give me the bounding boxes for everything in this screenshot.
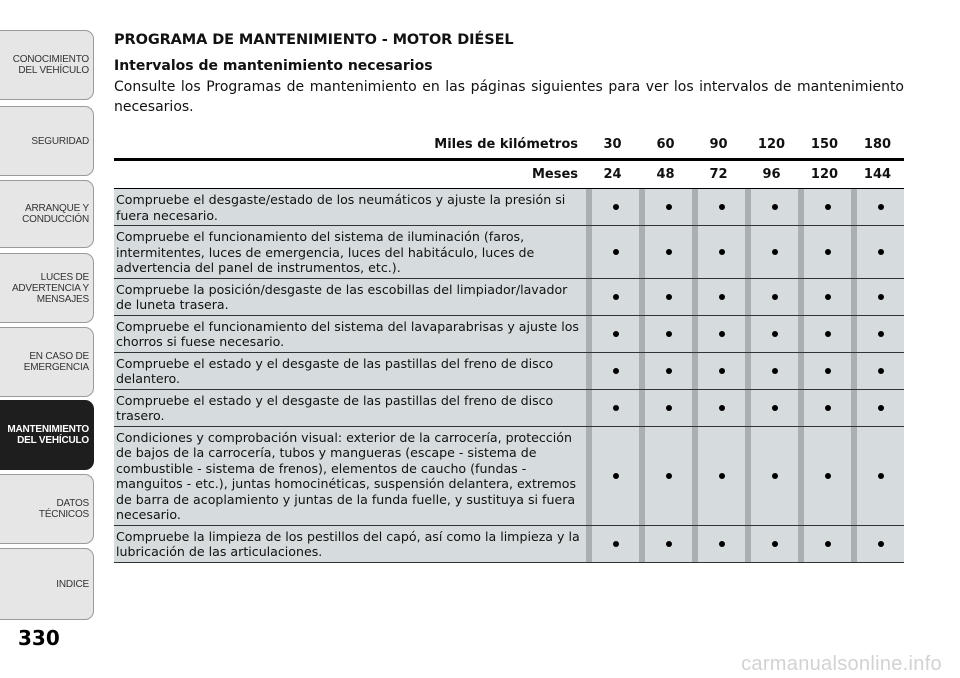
check-dot-icon: [666, 405, 672, 411]
interval-cell: [745, 189, 798, 225]
months-header-row: [114, 161, 904, 189]
check-dot-icon: [878, 473, 884, 479]
interval-cell: [851, 427, 904, 525]
task-description: Compruebe el estado y el desgaste de las pastillas del freno de disco trasero.: [114, 390, 586, 426]
intro-paragraph: Consulte los Programas de mantenimiento en las páginas siguientes para ver los intervalos de mantenimiento necesarios.: [114, 79, 904, 115]
check-dot-icon: [825, 249, 831, 255]
interval-cell: [639, 279, 692, 315]
check-dot-icon: [719, 204, 725, 210]
table-row: [114, 189, 904, 225]
interval-cell: [692, 353, 745, 389]
check-dot-icon: [825, 331, 831, 337]
check-dot-icon: [772, 405, 778, 411]
check-dot-icon: [613, 473, 619, 479]
check-dot-icon: [613, 331, 619, 337]
check-dot-icon: [666, 473, 672, 479]
months-header-label: Meses: [531, 167, 578, 182]
check-dot-icon: [825, 541, 831, 547]
table-row: [114, 315, 904, 352]
km-header-row: [114, 131, 904, 161]
check-dot-icon: [772, 473, 778, 479]
check-dot-icon: [878, 368, 884, 374]
check-dot-icon: [772, 541, 778, 547]
check-dot-icon: [666, 294, 672, 300]
interval-cell: [639, 316, 692, 352]
check-dot-icon: [772, 368, 778, 374]
check-dot-icon: [825, 473, 831, 479]
task-description: Compruebe el funcionamiento del sistema de iluminación (faros, intermitentes, luces de emergencia, luces del habitáculo, luces de advertencia del panel de instrumentos, etc.).: [114, 226, 586, 278]
check-dot-icon: [772, 204, 778, 210]
interval-cell: [798, 279, 851, 315]
check-dot-icon: [719, 249, 725, 255]
interval-cell: [692, 226, 745, 278]
table-row: [114, 225, 904, 278]
km-header-label: Miles de kilómetros: [434, 137, 578, 152]
km-header-cell: 180: [863, 137, 892, 152]
interval-cell: [745, 279, 798, 315]
interval-cell: [745, 390, 798, 426]
check-dot-icon: [613, 249, 619, 255]
check-dot-icon: [772, 249, 778, 255]
interval-cell: [692, 427, 745, 525]
interval-cell: [745, 353, 798, 389]
task-description: Compruebe el estado y el desgaste de las pastillas del freno de disco delantero.: [114, 353, 586, 389]
check-dot-icon: [613, 541, 619, 547]
interval-cell: [798, 226, 851, 278]
interval-cell: [639, 427, 692, 525]
check-dot-icon: [613, 204, 619, 210]
interval-cell: [798, 427, 851, 525]
tab-conocimiento-del-vehiculo[interactable]: [0, 30, 94, 100]
check-dot-icon: [825, 294, 831, 300]
check-dot-icon: [666, 204, 672, 210]
interval-cell: [851, 316, 904, 352]
months-header-cell: 96: [762, 167, 781, 182]
table-row: [114, 525, 904, 562]
check-dot-icon: [719, 294, 725, 300]
section-title: PROGRAMA DE MANTENIMIENTO - MOTOR DIÉSEL: [114, 32, 514, 48]
interval-cell: [586, 226, 639, 278]
tab-label: DATOS TÉCNICOS: [38, 498, 89, 520]
check-dot-icon: [878, 249, 884, 255]
interval-cell: [851, 279, 904, 315]
table-row: [114, 389, 904, 426]
interval-cell: [639, 226, 692, 278]
table-row: [114, 278, 904, 315]
tab-label: CONOCIMIENTO DEL VEHÍCULO: [12, 54, 89, 76]
tab-label: SEGURIDAD: [31, 135, 89, 147]
task-description: Compruebe la posición/desgaste de las escobillas del limpiador/lavador de luneta trasera.: [114, 279, 586, 315]
check-dot-icon: [825, 405, 831, 411]
interval-cell: [639, 189, 692, 225]
task-description: Compruebe el desgaste/estado de los neumáticos y ajuste la presión si fuera necesario.: [114, 189, 586, 225]
check-dot-icon: [878, 204, 884, 210]
km-header-cell: 120: [757, 137, 786, 152]
check-dot-icon: [719, 331, 725, 337]
check-dot-icon: [719, 405, 725, 411]
check-dot-icon: [666, 331, 672, 337]
table-row: [114, 352, 904, 389]
check-dot-icon: [666, 368, 672, 374]
interval-cell: [692, 390, 745, 426]
task-description: Compruebe la limpieza de los pestillos del capó, así como la limpieza y la lubricación de las articulaciones.: [114, 526, 586, 562]
tab-label: ARRANQUE Y CONDUCCIÓN: [22, 203, 89, 225]
check-dot-icon: [878, 331, 884, 337]
interval-cell: [851, 353, 904, 389]
months-header-cell: 120: [810, 167, 839, 182]
interval-cell: [851, 526, 904, 562]
interval-cell: [586, 353, 639, 389]
table-body: [114, 189, 904, 563]
months-header-cell: 24: [603, 167, 622, 182]
interval-cell: [586, 279, 639, 315]
interval-cell: [692, 189, 745, 225]
check-dot-icon: [878, 294, 884, 300]
interval-cell: [851, 189, 904, 225]
interval-cell: [798, 316, 851, 352]
months-header-cell: 72: [709, 167, 728, 182]
interval-cell: [798, 353, 851, 389]
check-dot-icon: [613, 294, 619, 300]
table-row: [114, 426, 904, 525]
interval-cell: [798, 390, 851, 426]
maintenance-schedule-table: [114, 131, 904, 563]
interval-cell: [692, 526, 745, 562]
interval-cell: [639, 353, 692, 389]
check-dot-icon: [772, 331, 778, 337]
tab-luces-de-advertencia[interactable]: [0, 253, 94, 323]
interval-cell: [745, 526, 798, 562]
interval-cell: [851, 390, 904, 426]
interval-cell: [692, 316, 745, 352]
tab-mantenimiento-del-vehiculo[interactable]: [0, 400, 94, 470]
tab-label: LUCES DE ADVERTENCIA Y MENSAJES: [11, 271, 89, 305]
km-header-cell: 90: [709, 137, 728, 152]
sub-title: Intervalos de mantenimiento necesarios: [114, 58, 433, 74]
watermark: carmanualsonline.info: [741, 653, 942, 675]
months-header-cell: 48: [656, 167, 675, 182]
check-dot-icon: [825, 204, 831, 210]
interval-cell: [745, 226, 798, 278]
interval-cell: [798, 189, 851, 225]
task-description: Condiciones y comprobación visual: exterior de la carrocería, protección de bajos de la carrocería, tubos y mangueras (escape - sistema de combustible - sistema de frenos), elementos de caucho (fundas - manguitos - etc.), juntas homocinéticas, suspensión delantera, extremos de barra de acoplamiento y juntas de la funda fuelle, y sustituya si fuera necesario.: [114, 427, 586, 525]
tab-indice[interactable]: [0, 548, 94, 620]
interval-cell: [798, 526, 851, 562]
km-header-cell: 30: [603, 137, 622, 152]
tab-seguridad[interactable]: [0, 106, 94, 176]
interval-cell: [586, 189, 639, 225]
interval-cell: [586, 390, 639, 426]
interval-cell: [639, 526, 692, 562]
interval-cell: [586, 316, 639, 352]
check-dot-icon: [719, 368, 725, 374]
interval-cell: [692, 279, 745, 315]
months-header-cell: 144: [863, 167, 892, 182]
tab-label: INDICE: [56, 578, 89, 590]
tab-arranque-y-conduccion[interactable]: [0, 180, 94, 248]
km-header-cell: 60: [656, 137, 675, 152]
check-dot-icon: [825, 368, 831, 374]
chapter-tabs: [0, 0, 100, 678]
interval-cell: [745, 316, 798, 352]
interval-cell: [851, 226, 904, 278]
km-header-cell: 150: [810, 137, 839, 152]
check-dot-icon: [613, 405, 619, 411]
task-description: Compruebe el funcionamiento del sistema del lavaparabrisas y ajuste los chorros si fuese necesario.: [114, 316, 586, 352]
interval-cell: [639, 390, 692, 426]
check-dot-icon: [719, 473, 725, 479]
interval-cell: [745, 427, 798, 525]
page-number: 330: [18, 626, 60, 650]
tab-label: EN CASO DE EMERGENCIA: [23, 351, 89, 373]
tab-datos-tecnicos[interactable]: [0, 474, 94, 544]
check-dot-icon: [666, 541, 672, 547]
check-dot-icon: [719, 541, 725, 547]
interval-cell: [586, 526, 639, 562]
check-dot-icon: [613, 368, 619, 374]
check-dot-icon: [666, 249, 672, 255]
check-dot-icon: [772, 294, 778, 300]
tab-en-caso-de-emergencia[interactable]: [0, 327, 94, 397]
check-dot-icon: [878, 405, 884, 411]
check-dot-icon: [878, 541, 884, 547]
tab-label: MANTENIMIENTO DEL VEHÍCULO: [7, 424, 89, 446]
page-content: [114, 30, 906, 563]
interval-cell: [586, 427, 639, 525]
